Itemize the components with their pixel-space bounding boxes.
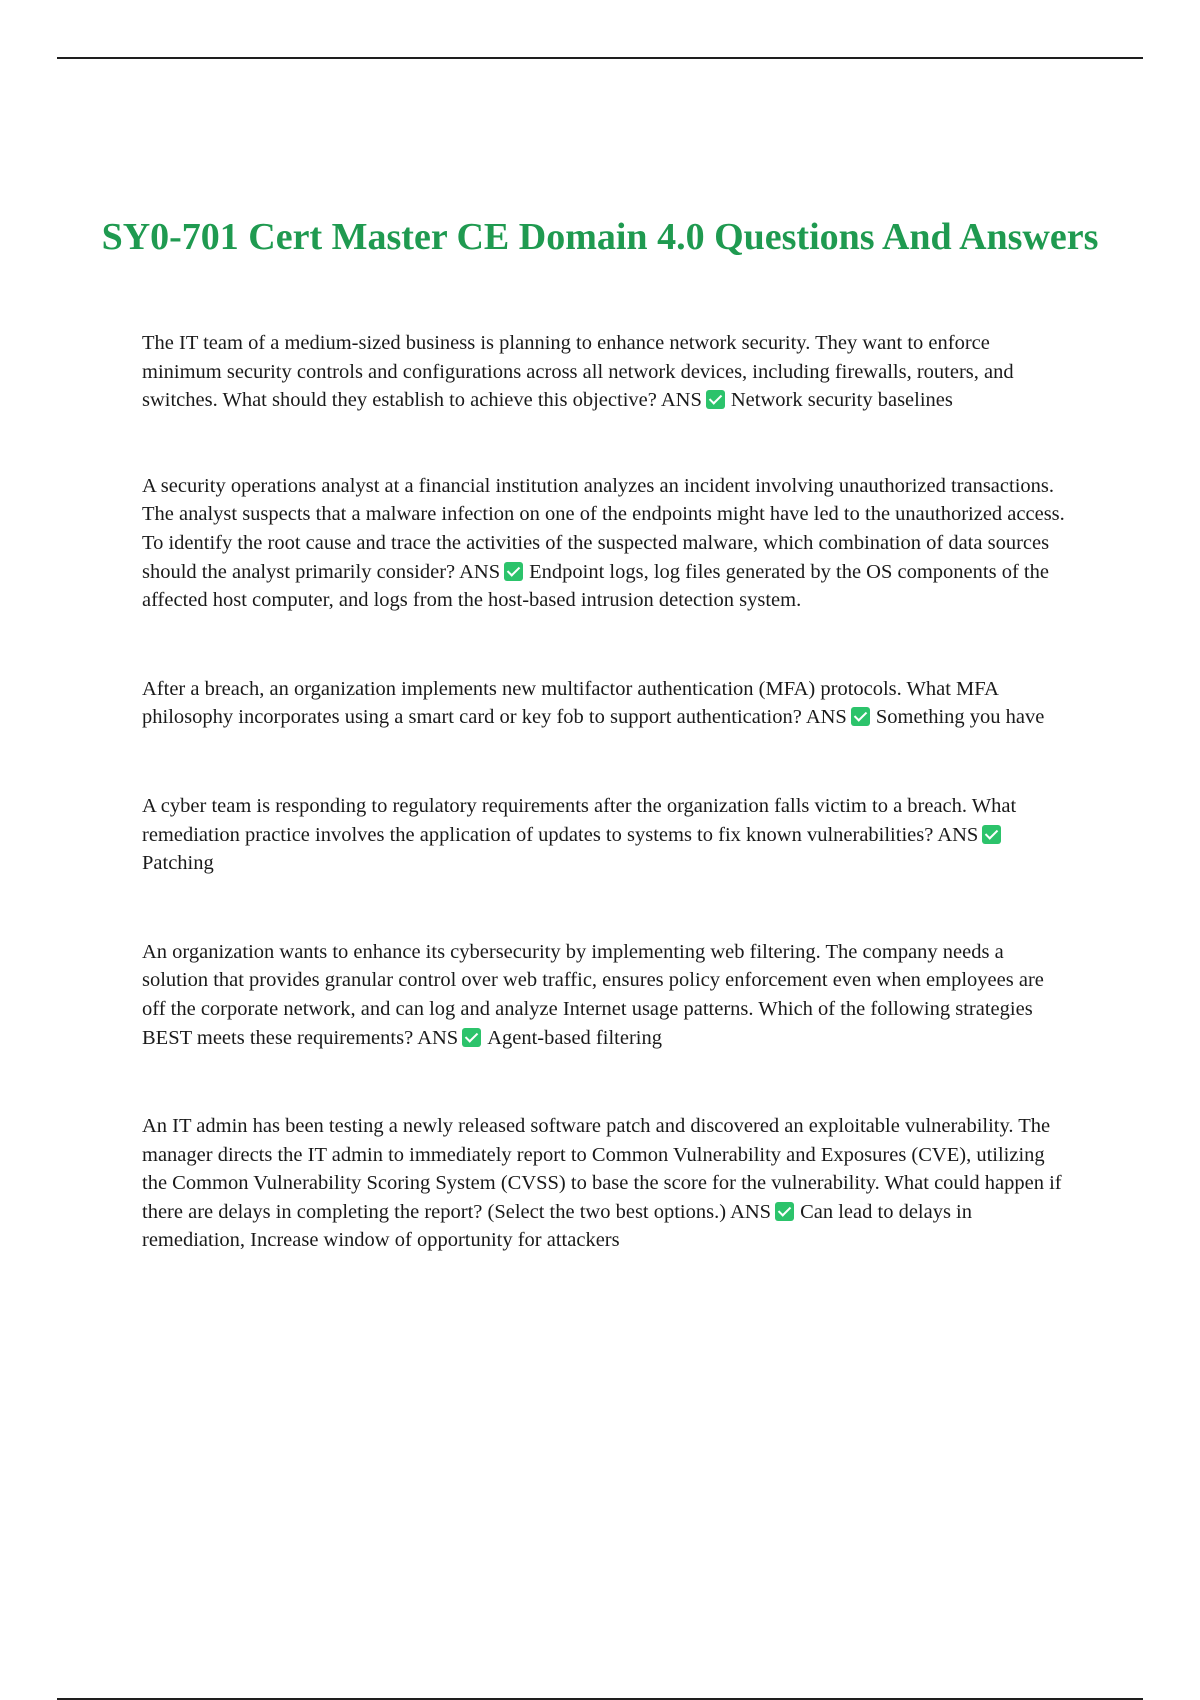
document-title: SY0-701 Cert Master CE Domain 4.0 Questions And Answers — [101, 216, 1099, 258]
question-text: The IT team of a medium-sized business is planning to enhance network security. They want to enforce minimum security controls and configurations across all network devices, including firewalls, routers, and switches. What should they establish to achieve this objective? — [142, 332, 1014, 412]
answer-marker: ANS — [937, 823, 979, 846]
qa-item — [142, 675, 1072, 732]
check-icon — [775, 1202, 794, 1221]
question-text: An IT admin has been testing a newly released software patch and discovered an exploitable vulnerability. The manager directs the IT admin to immediately report to Common Vulnerability and Exposures (CVE), utilizing the Common Vulnerability Scoring System (CVSS) to base the score for the vulnerability. What could happen if there are delays in completing the report? (Select the two best options.) — [142, 1115, 1062, 1223]
qa-item — [142, 792, 1072, 878]
qa-item — [142, 472, 1072, 615]
check-icon — [462, 1028, 481, 1047]
question-text: An organization wants to enhance its cybersecurity by implementing web filtering. The company needs a solution that provides granular control over web traffic, ensures policy enforcement even when employees are off the corporate network, and can log and analyze Internet usage patterns. Which of the following strategies BEST meets these requirements? — [142, 940, 1044, 1049]
check-icon — [982, 825, 1001, 844]
question-text: A security operations analyst at a financial institution analyzes an incident involving unauthorized transactions. The analyst suspects that a malware infection on one of the endpoints might have led to the unauthorized access. To identify the root cause and trace the activities of the suspected malware, which combination of data sources should the analyst primarily consider? — [142, 474, 1065, 583]
qa-item — [142, 1112, 1072, 1255]
question-text: A cyber team is responding to regulatory requirements after the organization falls victim to a breach. What remediation practice involves the application of updates to systems to fix known vulnerabilities? — [142, 794, 1017, 846]
answer-marker: ANS — [417, 1026, 459, 1049]
answer-marker: ANS — [459, 560, 501, 583]
question-text: After a breach, an organization implements new multifactor authentication (MFA) protocols. What MFA philosophy incorporates using a smart card or key fob to support authentication? — [142, 677, 998, 729]
qa-item — [142, 938, 1072, 1052]
answer-text: Patching — [142, 852, 214, 875]
answer-marker: ANS — [805, 706, 847, 729]
answer-marker: ANS — [660, 389, 702, 412]
qa-item — [142, 329, 1072, 415]
answer-text: Agent-based filtering — [487, 1026, 662, 1049]
check-icon — [504, 562, 523, 581]
top-divider — [57, 57, 1143, 59]
answer-text: Can lead to delays in remediation, Increase window of opportunity for attackers — [142, 1200, 973, 1252]
check-icon — [851, 707, 870, 726]
answer-text: Something you have — [875, 706, 1045, 729]
answer-text: Endpoint logs, log files generated by the OS components of the affected host computer, and logs from the host-based intrusion detection system. — [142, 560, 1049, 612]
answer-text: Network security baselines — [730, 389, 953, 412]
answer-marker: ANS — [730, 1200, 772, 1223]
check-icon — [706, 390, 725, 409]
qa-list — [142, 329, 1072, 1255]
